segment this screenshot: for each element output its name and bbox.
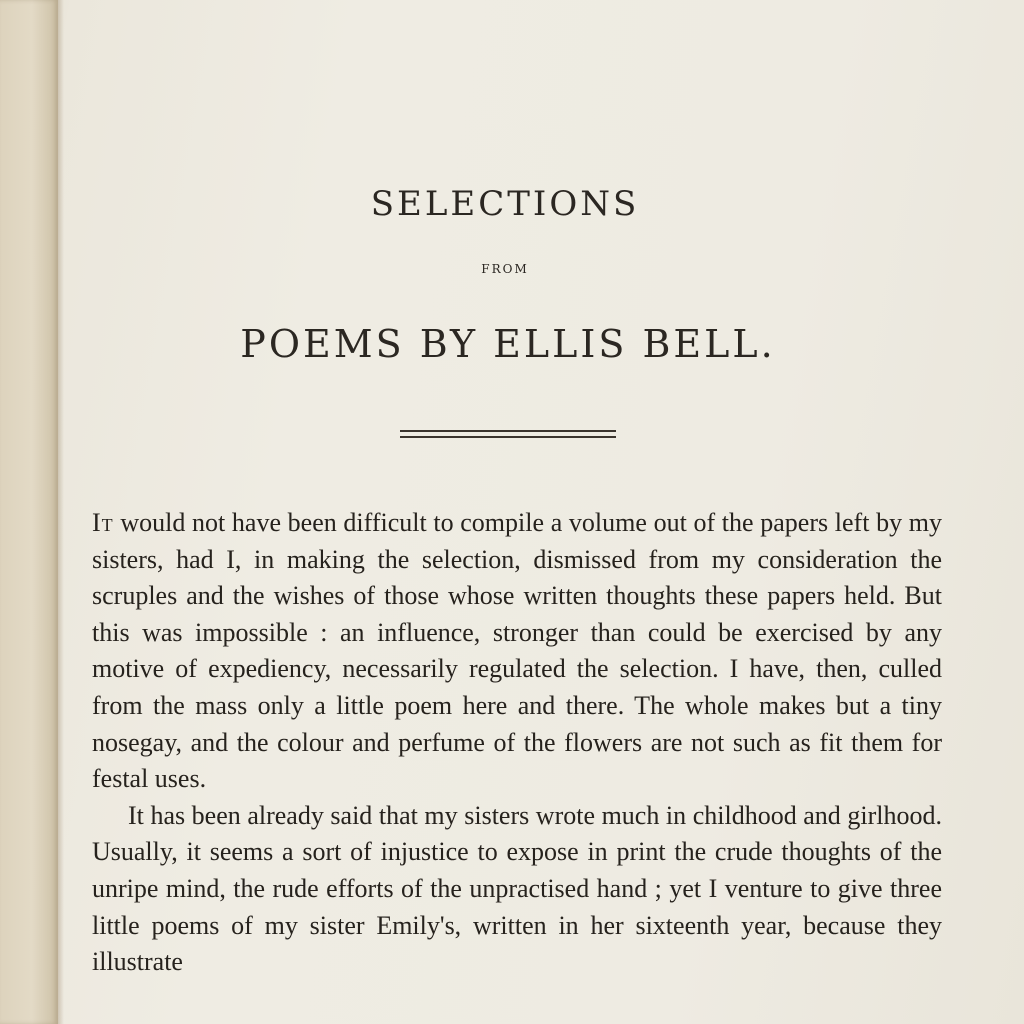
page-title: SELECTIONS [370,184,640,224]
page-edge-shadow [58,0,64,1024]
paragraph-1 [92,505,942,798]
decorative-rule-bottom [400,436,616,438]
paragraph-1-text: would not have been difficult to compile a volume out of the papers left by my sisters, had I, in making the selection, dismissed from my consideration the scruples and the wishes of those whose written thoughts these papers held. But this was impossible : an influence, stronger than could be exercised by any motive of expediency, necessarily regulated the selection. I have, then, culled from the mass only a little poem here and there. The whole makes but a tiny nosegay, and the colour and perfume of the flowers are not such as fit them for festal uses. [92,508,942,794]
decorative-rule-top [400,430,616,432]
page-subtitle: POEMS BY ELLIS BELL. [240,322,776,366]
paragraph-1-lead: It [92,508,114,537]
paragraph-2: It has been already said that my sisters wrote much in childhood and girlhood. Usually, it seems a sort of injustice to expose in print the crude thoughts of the unripe mind, the rude efforts of the unpractised hand ; yet I venture to give three little poems of my sister Emily's, written in her sixteenth year, because they illustrate [92,800,942,977]
book-gutter [0,0,58,1024]
body-text [92,505,942,981]
title-connector: FROM [481,262,529,276]
